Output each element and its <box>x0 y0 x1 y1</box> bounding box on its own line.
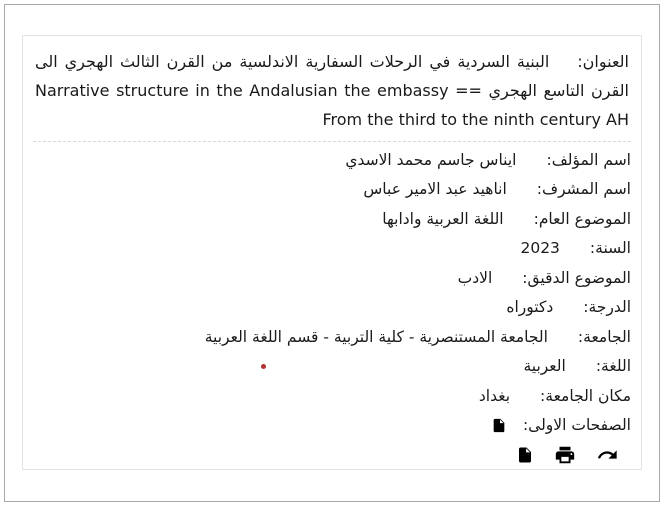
document-page-icon[interactable] <box>516 444 534 466</box>
university-location-label: مكان الجامعة: <box>540 386 631 405</box>
university-value: الجامعة المستنصرية - كلية التربية - قسم اللغة العربية <box>204 327 548 346</box>
thesis-title: البنية السردية في الرحلات السفارية الاندلسية من القرن الثالث الهجري الى القرن التاسع الهجري == Narrative structure in the Andalusian the embassy From the third to the ninth century AH <box>35 52 629 129</box>
language-label: اللغة: <box>595 357 631 376</box>
title-field-label: العنوان: <box>577 52 629 71</box>
field-row-general-subject <box>33 204 631 234</box>
supervisor-label: اسم المشرف: <box>536 180 631 199</box>
page-frame <box>4 4 660 502</box>
field-row-supervisor <box>33 175 631 205</box>
field-row-author <box>33 145 631 175</box>
field-row-university <box>33 322 631 352</box>
year-value: 2023 <box>520 239 560 258</box>
author-value: ايناس جاسم محمد الاسدي <box>345 150 517 169</box>
metadata-fields <box>33 145 631 440</box>
red-marker-dot <box>261 364 266 369</box>
thesis-record-card <box>22 35 642 470</box>
record-action-toolbar <box>33 444 631 466</box>
university-location-value: بغداد <box>478 386 511 405</box>
language-value: العربية <box>523 357 566 376</box>
field-row-year <box>33 234 631 264</box>
general-subject-value: اللغة العربية وادابها <box>382 209 504 228</box>
specific-subject-label: الموضوع الدقيق: <box>522 268 631 287</box>
supervisor-value: اناهيد عبد الامير عباس <box>363 180 507 199</box>
first-pages-document-icon[interactable] <box>491 416 507 435</box>
share-icon[interactable] <box>596 444 619 466</box>
author-label: اسم المؤلف: <box>546 150 631 169</box>
year-label: السنة: <box>589 239 631 258</box>
field-row-language <box>33 352 631 382</box>
title-section <box>33 45 631 134</box>
title-divider <box>33 141 631 142</box>
first-pages-label: الصفحات الاولى: <box>522 416 631 435</box>
general-subject-label: الموضوع العام: <box>533 209 631 228</box>
degree-value: دكتوراه <box>506 298 554 317</box>
field-row-first-pages <box>33 411 631 441</box>
degree-label: الدرجة: <box>583 298 631 317</box>
university-label: الجامعة: <box>577 327 631 346</box>
specific-subject-value: الادب <box>457 268 493 287</box>
field-row-specific-subject <box>33 263 631 293</box>
print-icon[interactable] <box>554 444 576 466</box>
field-row-university-location <box>33 381 631 411</box>
field-row-degree <box>33 293 631 323</box>
